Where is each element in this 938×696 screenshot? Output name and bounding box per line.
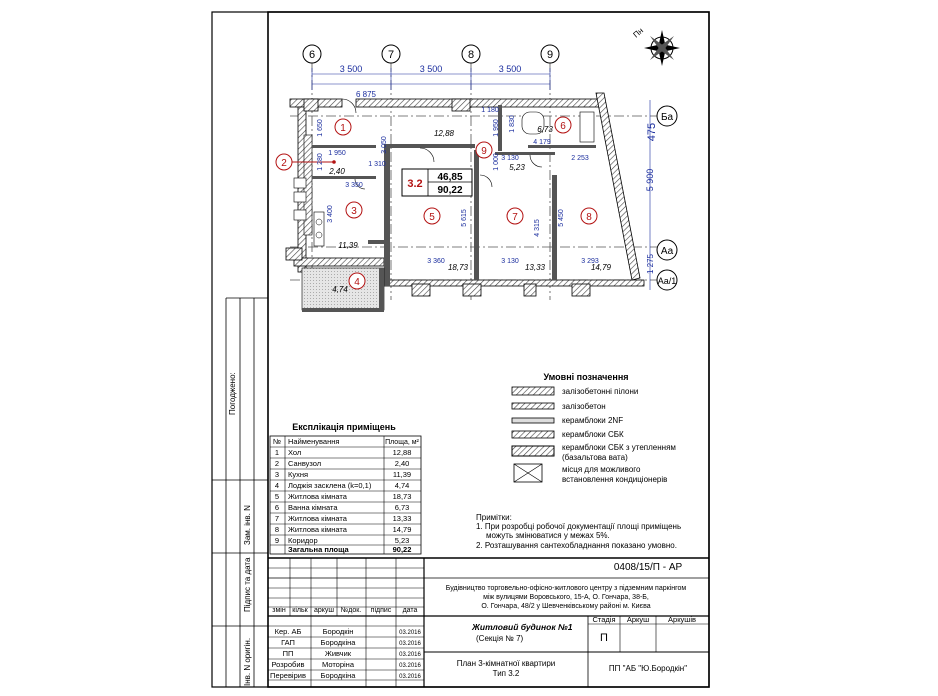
legend-title: Умовні позначення	[543, 372, 629, 382]
dim-right-3: 1 275	[646, 253, 655, 275]
notes-line: 2. Розташування сантехобладнання показано умовно.	[476, 541, 677, 550]
sheet-title: Тип 3.2	[492, 669, 520, 678]
plan-dim: 4 315	[534, 219, 541, 237]
area-r7: 13,33	[524, 263, 546, 272]
staff-name: Бородкіна	[320, 638, 356, 647]
plan-dim: 3 400	[327, 205, 334, 223]
notes-line: можуть змінюватися у межах 5%.	[486, 531, 610, 540]
dim-right-2: 5 900	[645, 168, 655, 192]
staff-name: Моторіна	[321, 660, 355, 669]
legend-swatch-2nf	[512, 418, 554, 423]
object-name: Житловий будинок №1	[472, 622, 573, 632]
change-header: підпис	[370, 607, 392, 614]
legend-swatch-sbk	[512, 431, 554, 438]
explication-rows	[275, 448, 411, 545]
legend-swatch-pylons	[512, 387, 554, 395]
explication-cell-name: Лоджія засклена (k=0,1)	[288, 481, 372, 490]
apartment-living-area: 46,85	[437, 172, 463, 183]
staff-date: 03.2016	[399, 663, 421, 669]
explication-cell-name: Житлова кімната	[288, 514, 347, 523]
explication-cell-number: 6	[274, 503, 280, 512]
room-number: 1	[340, 123, 346, 134]
legend	[512, 372, 676, 484]
explication-cell-number: 1	[274, 448, 280, 457]
change-header: змін	[272, 607, 286, 614]
plan-dim: 5 450	[558, 209, 565, 227]
label-pogodzheno: Погоджено:	[228, 372, 237, 415]
axis-9: 9	[546, 49, 554, 61]
room-number: 6	[560, 121, 566, 132]
explication-total-label: Загальна площа	[288, 545, 349, 554]
explication-cell-area: 13,33	[392, 514, 412, 523]
firm-name: ПП "АБ "Ю.Бородкін"	[608, 664, 688, 673]
explication-header: №	[272, 437, 282, 446]
room-number: 3	[351, 206, 357, 217]
axis-markers-top	[303, 45, 559, 63]
staff-name: Живчик	[324, 649, 352, 658]
explication-cell-name: Санвузол	[288, 459, 322, 468]
plan-dim: 2 253	[571, 155, 589, 162]
plan-dim: 3 350	[345, 182, 363, 189]
staff-rows	[270, 627, 421, 680]
change-header: дата	[402, 607, 418, 614]
legend-item: керамблоки 2NF	[562, 416, 624, 425]
room-number: 9	[481, 146, 487, 157]
explication-cell-name: Ванна кімната	[288, 503, 338, 512]
explication-cell-name: Кухня	[288, 470, 309, 479]
apartment-total-area: 90,22	[437, 185, 463, 196]
stage-value: П	[600, 632, 608, 644]
staff-date: 03.2016	[399, 630, 421, 636]
staff-name: Бородкін	[322, 627, 354, 636]
room-number: 4	[354, 277, 360, 288]
room-number: 7	[512, 212, 518, 223]
explication-cell-number: 2	[274, 459, 280, 468]
area-r8: 14,79	[590, 263, 612, 272]
notes-line: 1. При розробці робочої документації площі приміщень	[476, 522, 682, 531]
staff-role: Розробив	[271, 660, 305, 669]
notes	[476, 513, 681, 550]
project-line: О. Гончара, 48/2 у Шевченківському районі м. Києва	[481, 603, 651, 610]
area-r4: 4,74	[332, 285, 348, 294]
staff-role: ПП	[282, 649, 294, 658]
apartment-label	[402, 169, 472, 196]
sheet-title: План 3-кімнатної квартири	[456, 659, 556, 668]
explication-total-value: 90,22	[392, 545, 412, 554]
area-r9: 5,23	[509, 163, 525, 172]
plan-dim: 1 950	[493, 119, 500, 137]
change-header: №док.	[340, 607, 362, 614]
room-number: 5	[429, 212, 435, 223]
axis-markers-right	[657, 106, 677, 290]
legend-item: залізобетонні пілони	[562, 387, 639, 396]
staff-date: 03.2016	[399, 674, 421, 680]
explication-cell-name: Житлова кімната	[288, 525, 347, 534]
stage-header: Аркушів	[668, 615, 696, 624]
apartment-type: 3.2	[407, 178, 423, 190]
plan-dim: 1 950	[328, 150, 346, 157]
dim-top-3: 3 500	[498, 64, 522, 74]
plan-dim: 3 130	[501, 155, 519, 162]
explication-cell-name: Коридор	[288, 536, 318, 545]
north-arrow-icon	[632, 26, 680, 66]
area-r6: 6,73	[537, 125, 553, 134]
plan-dim: 3 130	[501, 258, 519, 265]
explication-cell-area: 11,39	[392, 470, 412, 479]
label-pidpys: Підпис та дата	[243, 557, 252, 612]
stage-header: Аркуш	[626, 615, 650, 624]
area-r5: 18,73	[447, 263, 469, 272]
axis-8: 8	[467, 49, 475, 61]
staff-date: 03.2016	[399, 652, 421, 658]
explication-cell-area: 18,73	[392, 492, 412, 501]
plan-dim: 3 360	[427, 258, 445, 265]
dim-overall: 6 875	[355, 90, 377, 99]
plan-dim: 1 650	[317, 119, 324, 137]
explication-cell-area: 5,23	[394, 536, 410, 545]
explication-cell-name: Житлова кімната	[288, 492, 347, 501]
explication-header: Найменування	[288, 437, 340, 446]
legend-item: місця для можливого	[562, 465, 641, 474]
project-line: Будівництво торговельно-офісно-житлового центру з підземним паркінгом	[445, 585, 687, 592]
room-number: 2	[281, 158, 287, 169]
legend-swatch-concrete	[512, 403, 554, 409]
legend-item: залізобетон	[562, 402, 606, 411]
plan-dim: 1 830	[509, 115, 516, 133]
explication-cell-number: 9	[274, 536, 280, 545]
plan-dim: 1 280	[317, 153, 324, 171]
axis-6: 6	[308, 49, 316, 61]
stage-header: Стадія	[592, 615, 616, 624]
explication-header: Площа, м²	[385, 439, 419, 446]
explication-cell-area: 2,40	[394, 459, 410, 468]
axis-ba: Ба	[660, 112, 674, 123]
change-header: аркуш	[313, 607, 335, 614]
area-r1: 12,88	[433, 129, 455, 138]
doc-code: 0408/15/П - АР	[613, 562, 683, 573]
explication-cell-number: 5	[274, 492, 280, 501]
label-inv-orig: Інв. N оригін.	[243, 637, 252, 686]
staff-role: ГАП	[281, 638, 295, 647]
room-number: 8	[586, 212, 592, 223]
staff-name: Бородкіна	[320, 671, 356, 680]
legend-item: (базальтова вата)	[562, 453, 628, 462]
explication-cell-number: 3	[274, 470, 280, 479]
dim-right-1: 475	[646, 122, 658, 142]
explication-cell-area: 6,73	[394, 503, 410, 512]
explication-cell-number: 4	[274, 481, 280, 490]
dim-top-1: 3 500	[339, 64, 363, 74]
change-header: кільк	[292, 607, 308, 614]
section-name: (Секція № 7)	[476, 634, 524, 643]
legend-item: керамблоки СБК з утепленням	[562, 443, 676, 452]
legend-item: встановлення кондиціонерів	[562, 475, 668, 484]
staff-date: 03.2016	[399, 641, 421, 647]
dim-top-2: 3 500	[419, 64, 443, 74]
notes-title: Примітки:	[476, 513, 512, 522]
plan-dim: 1 180	[481, 107, 499, 114]
explication-cell-number: 8	[274, 525, 280, 534]
plan-dim: 3 293	[581, 258, 599, 265]
explication-cell-area: 14,79	[392, 525, 412, 534]
plan-dim: 3 050	[381, 136, 388, 154]
side-strips	[212, 298, 268, 687]
legend-swatch-sbk-insulated	[512, 446, 554, 456]
explication-cell-name: Хол	[288, 448, 302, 457]
legend-item: керамблоки СБК	[562, 430, 624, 439]
plan-dim: 4 179	[533, 139, 551, 146]
explication-cell-area: 12,88	[392, 448, 412, 457]
plan-dim: 5 615	[461, 209, 468, 227]
area-r2: 2,40	[329, 167, 345, 176]
north-label: Пн	[631, 26, 646, 40]
area-r3: 11,39	[338, 241, 358, 250]
axis-aa1: Аа/1	[657, 276, 677, 286]
explication-title: Експлікація приміщень	[292, 422, 396, 432]
axis-aa: Аа	[660, 246, 674, 257]
explication-cell-number: 7	[274, 514, 280, 523]
axis-7: 7	[387, 49, 395, 61]
plan-dim: 1 310	[368, 161, 386, 168]
staff-role: Перевірив	[270, 671, 306, 680]
project-line: між вулицями Воровського, 15-А, О. Гончара, 38-Б,	[483, 594, 649, 601]
label-zam-inv: Зам. інв. N	[243, 505, 252, 545]
staff-role: Кер. АБ	[274, 627, 302, 636]
explication-cell-area: 4,74	[394, 481, 410, 490]
plan-dim: 1 000	[493, 153, 500, 171]
